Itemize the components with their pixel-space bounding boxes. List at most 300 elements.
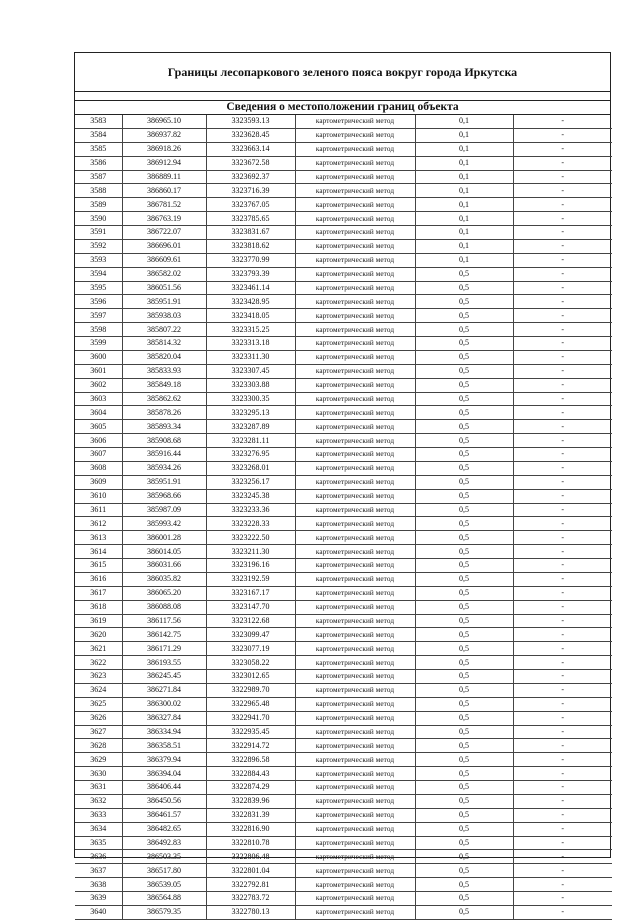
method-cell: картометрический метод — [295, 628, 415, 642]
x-coordinate-cell: 385893.34 — [122, 420, 206, 434]
y-coordinate-cell: 3322884.43 — [206, 767, 295, 781]
accuracy-cell: 0,1 — [415, 156, 513, 170]
table-row — [75, 253, 612, 267]
y-coordinate-cell: 3322874.29 — [206, 781, 295, 795]
method-cell: картометрический метод — [295, 448, 415, 462]
y-coordinate-cell: 3323233.36 — [206, 503, 295, 517]
point-number-cell: 3599 — [75, 337, 122, 351]
x-coordinate-cell: 386379.94 — [122, 753, 206, 767]
table-row — [75, 697, 612, 711]
note-cell: - — [513, 753, 612, 767]
x-coordinate-cell: 386889.11 — [122, 170, 206, 184]
x-coordinate-cell: 385833.93 — [122, 364, 206, 378]
x-coordinate-cell: 386394.04 — [122, 767, 206, 781]
y-coordinate-cell: 3323281.11 — [206, 434, 295, 448]
accuracy-cell: 0,5 — [415, 559, 513, 573]
accuracy-cell: 0,5 — [415, 572, 513, 586]
x-coordinate-cell: 385820.04 — [122, 350, 206, 364]
method-cell: картометрический метод — [295, 267, 415, 281]
y-coordinate-cell: 3323770.99 — [206, 253, 295, 267]
method-cell: картометрический метод — [295, 892, 415, 906]
accuracy-cell: 0,1 — [415, 212, 513, 226]
y-coordinate-cell: 3323228.33 — [206, 517, 295, 531]
y-coordinate-cell: 3323315.25 — [206, 323, 295, 337]
y-coordinate-cell: 3322989.70 — [206, 683, 295, 697]
x-coordinate-cell: 386492.83 — [122, 836, 206, 850]
point-number-cell: 3629 — [75, 753, 122, 767]
y-coordinate-cell: 3322810.78 — [206, 836, 295, 850]
note-cell: - — [513, 614, 612, 628]
point-number-cell: 3623 — [75, 670, 122, 684]
table-row — [75, 739, 612, 753]
table-row — [75, 864, 612, 878]
note-cell: - — [513, 448, 612, 462]
x-coordinate-cell: 385993.42 — [122, 517, 206, 531]
method-cell: картометрический метод — [295, 545, 415, 559]
y-coordinate-cell: 3322941.70 — [206, 711, 295, 725]
x-coordinate-cell: 385814.32 — [122, 337, 206, 351]
method-cell: картометрический метод — [295, 115, 415, 128]
method-cell: картометрический метод — [295, 503, 415, 517]
y-coordinate-cell: 3323785.65 — [206, 212, 295, 226]
table-row — [75, 267, 612, 281]
note-cell: - — [513, 156, 612, 170]
note-cell: - — [513, 128, 612, 142]
point-number-cell: 3591 — [75, 226, 122, 240]
table-row — [75, 184, 612, 198]
accuracy-cell: 0,5 — [415, 503, 513, 517]
x-coordinate-cell: 385987.09 — [122, 503, 206, 517]
method-cell: картометрический метод — [295, 184, 415, 198]
method-cell: картометрический метод — [295, 434, 415, 448]
method-cell: картометрический метод — [295, 767, 415, 781]
point-number-cell: 3632 — [75, 794, 122, 808]
note-cell: - — [513, 489, 612, 503]
y-coordinate-cell: 3323122.68 — [206, 614, 295, 628]
method-cell: картометрический метод — [295, 572, 415, 586]
method-cell: картометрический метод — [295, 461, 415, 475]
note-cell: - — [513, 878, 612, 892]
note-cell: - — [513, 475, 612, 489]
point-number-cell: 3617 — [75, 586, 122, 600]
table-row — [75, 614, 612, 628]
y-coordinate-cell: 3323311.30 — [206, 350, 295, 364]
y-coordinate-cell: 3322896.58 — [206, 753, 295, 767]
x-coordinate-cell: 386193.55 — [122, 656, 206, 670]
x-coordinate-cell: 386117.56 — [122, 614, 206, 628]
x-coordinate-cell: 386582.02 — [122, 267, 206, 281]
x-coordinate-cell: 386406.44 — [122, 781, 206, 795]
note-cell: - — [513, 115, 612, 128]
point-number-cell: 3610 — [75, 489, 122, 503]
x-coordinate-cell: 385938.03 — [122, 309, 206, 323]
method-cell: картометрический метод — [295, 392, 415, 406]
x-coordinate-cell: 386031.66 — [122, 559, 206, 573]
accuracy-cell: 0,1 — [415, 184, 513, 198]
note-cell: - — [513, 364, 612, 378]
table-row — [75, 753, 612, 767]
method-cell: картометрический метод — [295, 531, 415, 545]
y-coordinate-cell: 3323147.70 — [206, 600, 295, 614]
method-cell: картометрический метод — [295, 142, 415, 156]
method-cell: картометрический метод — [295, 170, 415, 184]
point-number-cell: 3618 — [75, 600, 122, 614]
note-cell: - — [513, 170, 612, 184]
x-coordinate-cell: 386001.28 — [122, 531, 206, 545]
y-coordinate-cell: 3323628.45 — [206, 128, 295, 142]
y-coordinate-cell: 3322806.48 — [206, 850, 295, 864]
table-row — [75, 489, 612, 503]
point-number-cell: 3588 — [75, 184, 122, 198]
y-coordinate-cell: 3323818.62 — [206, 239, 295, 253]
table-row — [75, 781, 612, 795]
note-cell: - — [513, 794, 612, 808]
point-number-cell: 3595 — [75, 281, 122, 295]
x-coordinate-cell: 386482.65 — [122, 822, 206, 836]
note-cell: - — [513, 295, 612, 309]
table-row — [75, 878, 612, 892]
y-coordinate-cell: 3322792.81 — [206, 878, 295, 892]
y-coordinate-cell: 3323012.65 — [206, 670, 295, 684]
accuracy-cell: 0,5 — [415, 517, 513, 531]
point-number-cell: 3592 — [75, 239, 122, 253]
x-coordinate-cell: 385951.91 — [122, 475, 206, 489]
point-number-cell: 3601 — [75, 364, 122, 378]
point-number-cell: 3584 — [75, 128, 122, 142]
y-coordinate-cell: 3323303.88 — [206, 378, 295, 392]
note-cell: - — [513, 836, 612, 850]
note-cell: - — [513, 586, 612, 600]
y-coordinate-cell: 3323593.13 — [206, 115, 295, 128]
table-row — [75, 378, 612, 392]
point-number-cell: 3628 — [75, 739, 122, 753]
table-row — [75, 850, 612, 864]
method-cell: картометрический метод — [295, 836, 415, 850]
accuracy-cell: 0,5 — [415, 905, 513, 919]
method-cell: картометрический метод — [295, 212, 415, 226]
table-row — [75, 350, 612, 364]
accuracy-cell: 0,5 — [415, 392, 513, 406]
accuracy-cell: 0,5 — [415, 475, 513, 489]
accuracy-cell: 0,5 — [415, 531, 513, 545]
note-cell: - — [513, 656, 612, 670]
accuracy-cell: 0,5 — [415, 628, 513, 642]
accuracy-cell: 0,5 — [415, 697, 513, 711]
accuracy-cell: 0,5 — [415, 711, 513, 725]
point-number-cell: 3624 — [75, 683, 122, 697]
method-cell: картометрический метод — [295, 156, 415, 170]
accuracy-cell: 0,5 — [415, 822, 513, 836]
method-cell: картометрический метод — [295, 725, 415, 739]
note-cell: - — [513, 281, 612, 295]
note-cell: - — [513, 850, 612, 864]
accuracy-cell: 0,5 — [415, 642, 513, 656]
table-row — [75, 545, 612, 559]
point-number-cell: 3609 — [75, 475, 122, 489]
accuracy-cell: 0,5 — [415, 739, 513, 753]
point-number-cell: 3635 — [75, 836, 122, 850]
table-row — [75, 656, 612, 670]
y-coordinate-cell: 3323313.18 — [206, 337, 295, 351]
note-cell: - — [513, 767, 612, 781]
accuracy-cell: 0,5 — [415, 461, 513, 475]
table-row — [75, 475, 612, 489]
note-cell: - — [513, 378, 612, 392]
y-coordinate-cell: 3323663.14 — [206, 142, 295, 156]
x-coordinate-cell: 385878.26 — [122, 406, 206, 420]
y-coordinate-cell: 3323211.30 — [206, 545, 295, 559]
table-row — [75, 683, 612, 697]
point-number-cell: 3598 — [75, 323, 122, 337]
note-cell: - — [513, 212, 612, 226]
method-cell: картометрический метод — [295, 198, 415, 212]
y-coordinate-cell: 3323672.58 — [206, 156, 295, 170]
x-coordinate-cell: 385968.66 — [122, 489, 206, 503]
accuracy-cell: 0,5 — [415, 406, 513, 420]
note-cell: - — [513, 267, 612, 281]
table-row — [75, 572, 612, 586]
point-number-cell: 3611 — [75, 503, 122, 517]
table-row — [75, 531, 612, 545]
x-coordinate-cell: 386171.29 — [122, 642, 206, 656]
method-cell: картометрический метод — [295, 378, 415, 392]
method-cell: картометрический метод — [295, 878, 415, 892]
accuracy-cell: 0,1 — [415, 253, 513, 267]
note-cell: - — [513, 545, 612, 559]
note-cell: - — [513, 725, 612, 739]
table-row — [75, 767, 612, 781]
accuracy-cell: 0,5 — [415, 808, 513, 822]
point-number-cell: 3583 — [75, 115, 122, 128]
note-cell: - — [513, 434, 612, 448]
x-coordinate-cell: 386539.05 — [122, 878, 206, 892]
point-number-cell: 3589 — [75, 198, 122, 212]
method-cell: картометрический метод — [295, 753, 415, 767]
table-row — [75, 892, 612, 906]
x-coordinate-cell: 386937.82 — [122, 128, 206, 142]
x-coordinate-cell: 386014.05 — [122, 545, 206, 559]
table-row — [75, 836, 612, 850]
table-row — [75, 711, 612, 725]
accuracy-cell: 0,5 — [415, 656, 513, 670]
x-coordinate-cell: 385934.26 — [122, 461, 206, 475]
y-coordinate-cell: 3323295.13 — [206, 406, 295, 420]
point-number-cell: 3619 — [75, 614, 122, 628]
note-cell: - — [513, 670, 612, 684]
y-coordinate-cell: 3323287.89 — [206, 420, 295, 434]
point-number-cell: 3622 — [75, 656, 122, 670]
x-coordinate-cell: 386918.26 — [122, 142, 206, 156]
y-coordinate-cell: 3322935.45 — [206, 725, 295, 739]
note-cell: - — [513, 503, 612, 517]
accuracy-cell: 0,1 — [415, 198, 513, 212]
x-coordinate-cell: 386912.94 — [122, 156, 206, 170]
x-coordinate-cell: 386517.80 — [122, 864, 206, 878]
table-row — [75, 309, 612, 323]
table-row — [75, 725, 612, 739]
x-coordinate-cell: 385862.62 — [122, 392, 206, 406]
document-title: Границы лесопаркового зеленого пояса вокруг города Иркутска — [75, 53, 610, 92]
accuracy-cell: 0,5 — [415, 586, 513, 600]
accuracy-cell: 0,1 — [415, 239, 513, 253]
y-coordinate-cell: 3323461.14 — [206, 281, 295, 295]
table-row — [75, 448, 612, 462]
x-coordinate-cell: 386609.61 — [122, 253, 206, 267]
x-coordinate-cell: 386763.19 — [122, 212, 206, 226]
y-coordinate-cell: 3323300.35 — [206, 392, 295, 406]
table-row — [75, 822, 612, 836]
note-cell: - — [513, 905, 612, 919]
y-coordinate-cell: 3323716.39 — [206, 184, 295, 198]
accuracy-cell: 0,1 — [415, 170, 513, 184]
point-number-cell: 3603 — [75, 392, 122, 406]
y-coordinate-cell: 3322839.96 — [206, 794, 295, 808]
accuracy-cell: 0,5 — [415, 878, 513, 892]
accuracy-cell: 0,5 — [415, 781, 513, 795]
method-cell: картометрический метод — [295, 905, 415, 919]
y-coordinate-cell: 3323692.37 — [206, 170, 295, 184]
method-cell: картометрический метод — [295, 600, 415, 614]
point-number-cell: 3631 — [75, 781, 122, 795]
note-cell: - — [513, 323, 612, 337]
x-coordinate-cell: 385807.22 — [122, 323, 206, 337]
y-coordinate-cell: 3322816.90 — [206, 822, 295, 836]
table-row — [75, 559, 612, 573]
table-row — [75, 281, 612, 295]
y-coordinate-cell: 3323256.17 — [206, 475, 295, 489]
note-cell: - — [513, 420, 612, 434]
note-cell: - — [513, 572, 612, 586]
x-coordinate-cell: 385849.18 — [122, 378, 206, 392]
point-number-cell: 3593 — [75, 253, 122, 267]
point-number-cell: 3608 — [75, 461, 122, 475]
note-cell: - — [513, 517, 612, 531]
y-coordinate-cell: 3323192.59 — [206, 572, 295, 586]
x-coordinate-cell: 386327.84 — [122, 711, 206, 725]
table-row — [75, 905, 612, 919]
point-number-cell: 3640 — [75, 905, 122, 919]
y-coordinate-cell: 3322783.72 — [206, 892, 295, 906]
note-cell: - — [513, 642, 612, 656]
coordinates-table — [75, 115, 612, 920]
x-coordinate-cell: 386088.08 — [122, 600, 206, 614]
table-row — [75, 295, 612, 309]
method-cell: картометрический метод — [295, 406, 415, 420]
note-cell: - — [513, 350, 612, 364]
y-coordinate-cell: 3323222.50 — [206, 531, 295, 545]
y-coordinate-cell: 3323167.17 — [206, 586, 295, 600]
note-cell: - — [513, 600, 612, 614]
accuracy-cell: 0,5 — [415, 670, 513, 684]
note-cell: - — [513, 309, 612, 323]
accuracy-cell: 0,5 — [415, 794, 513, 808]
method-cell: картометрический метод — [295, 559, 415, 573]
table-row — [75, 808, 612, 822]
y-coordinate-cell: 3323077.19 — [206, 642, 295, 656]
point-number-cell: 3600 — [75, 350, 122, 364]
y-coordinate-cell: 3323099.47 — [206, 628, 295, 642]
point-number-cell: 3607 — [75, 448, 122, 462]
note-cell: - — [513, 683, 612, 697]
note-cell: - — [513, 406, 612, 420]
note-cell: - — [513, 822, 612, 836]
note-cell: - — [513, 253, 612, 267]
method-cell: картометрический метод — [295, 253, 415, 267]
accuracy-cell: 0,5 — [415, 545, 513, 559]
table-row — [75, 586, 612, 600]
accuracy-cell: 0,5 — [415, 614, 513, 628]
point-number-cell: 3616 — [75, 572, 122, 586]
accuracy-cell: 0,5 — [415, 309, 513, 323]
x-coordinate-cell: 385908.68 — [122, 434, 206, 448]
method-cell: картометрический метод — [295, 128, 415, 142]
x-coordinate-cell: 386696.01 — [122, 239, 206, 253]
point-number-cell: 3636 — [75, 850, 122, 864]
method-cell: картометрический метод — [295, 683, 415, 697]
method-cell: картометрический метод — [295, 226, 415, 240]
accuracy-cell: 0,5 — [415, 836, 513, 850]
note-cell: - — [513, 781, 612, 795]
y-coordinate-cell: 3323767.05 — [206, 198, 295, 212]
point-number-cell: 3612 — [75, 517, 122, 531]
point-number-cell: 3621 — [75, 642, 122, 656]
method-cell: картометрический метод — [295, 642, 415, 656]
note-cell: - — [513, 739, 612, 753]
x-coordinate-cell: 386358.51 — [122, 739, 206, 753]
x-coordinate-cell: 386450.56 — [122, 794, 206, 808]
method-cell: картометрический метод — [295, 711, 415, 725]
x-coordinate-cell: 385951.91 — [122, 295, 206, 309]
x-coordinate-cell: 386461.57 — [122, 808, 206, 822]
table-row — [75, 198, 612, 212]
point-number-cell: 3613 — [75, 531, 122, 545]
y-coordinate-cell: 3323831.67 — [206, 226, 295, 240]
section-subtitle: Сведения о местоположении границ объекта — [75, 101, 610, 115]
accuracy-cell: 0,5 — [415, 683, 513, 697]
x-coordinate-cell: 386564.88 — [122, 892, 206, 906]
accuracy-cell: 0,5 — [415, 448, 513, 462]
accuracy-cell: 0,5 — [415, 350, 513, 364]
accuracy-cell: 0,5 — [415, 281, 513, 295]
point-number-cell: 3639 — [75, 892, 122, 906]
point-number-cell: 3627 — [75, 725, 122, 739]
method-cell: картометрический метод — [295, 364, 415, 378]
x-coordinate-cell: 386334.94 — [122, 725, 206, 739]
table-row — [75, 794, 612, 808]
coordinates-table-body — [75, 115, 612, 919]
note-cell: - — [513, 392, 612, 406]
accuracy-cell: 0,1 — [415, 115, 513, 128]
y-coordinate-cell: 3323058.22 — [206, 656, 295, 670]
x-coordinate-cell: 386860.17 — [122, 184, 206, 198]
note-cell: - — [513, 226, 612, 240]
accuracy-cell: 0,5 — [415, 337, 513, 351]
document-frame — [74, 52, 611, 917]
accuracy-cell: 0,1 — [415, 128, 513, 142]
table-row — [75, 670, 612, 684]
table-row — [75, 156, 612, 170]
x-coordinate-cell: 386300.02 — [122, 697, 206, 711]
accuracy-cell: 0,1 — [415, 226, 513, 240]
table-row — [75, 642, 612, 656]
note-cell: - — [513, 198, 612, 212]
accuracy-cell: 0,5 — [415, 767, 513, 781]
point-number-cell: 3585 — [75, 142, 122, 156]
table-row — [75, 115, 612, 128]
x-coordinate-cell: 386245.45 — [122, 670, 206, 684]
accuracy-cell: 0,5 — [415, 420, 513, 434]
x-coordinate-cell: 386065.20 — [122, 586, 206, 600]
